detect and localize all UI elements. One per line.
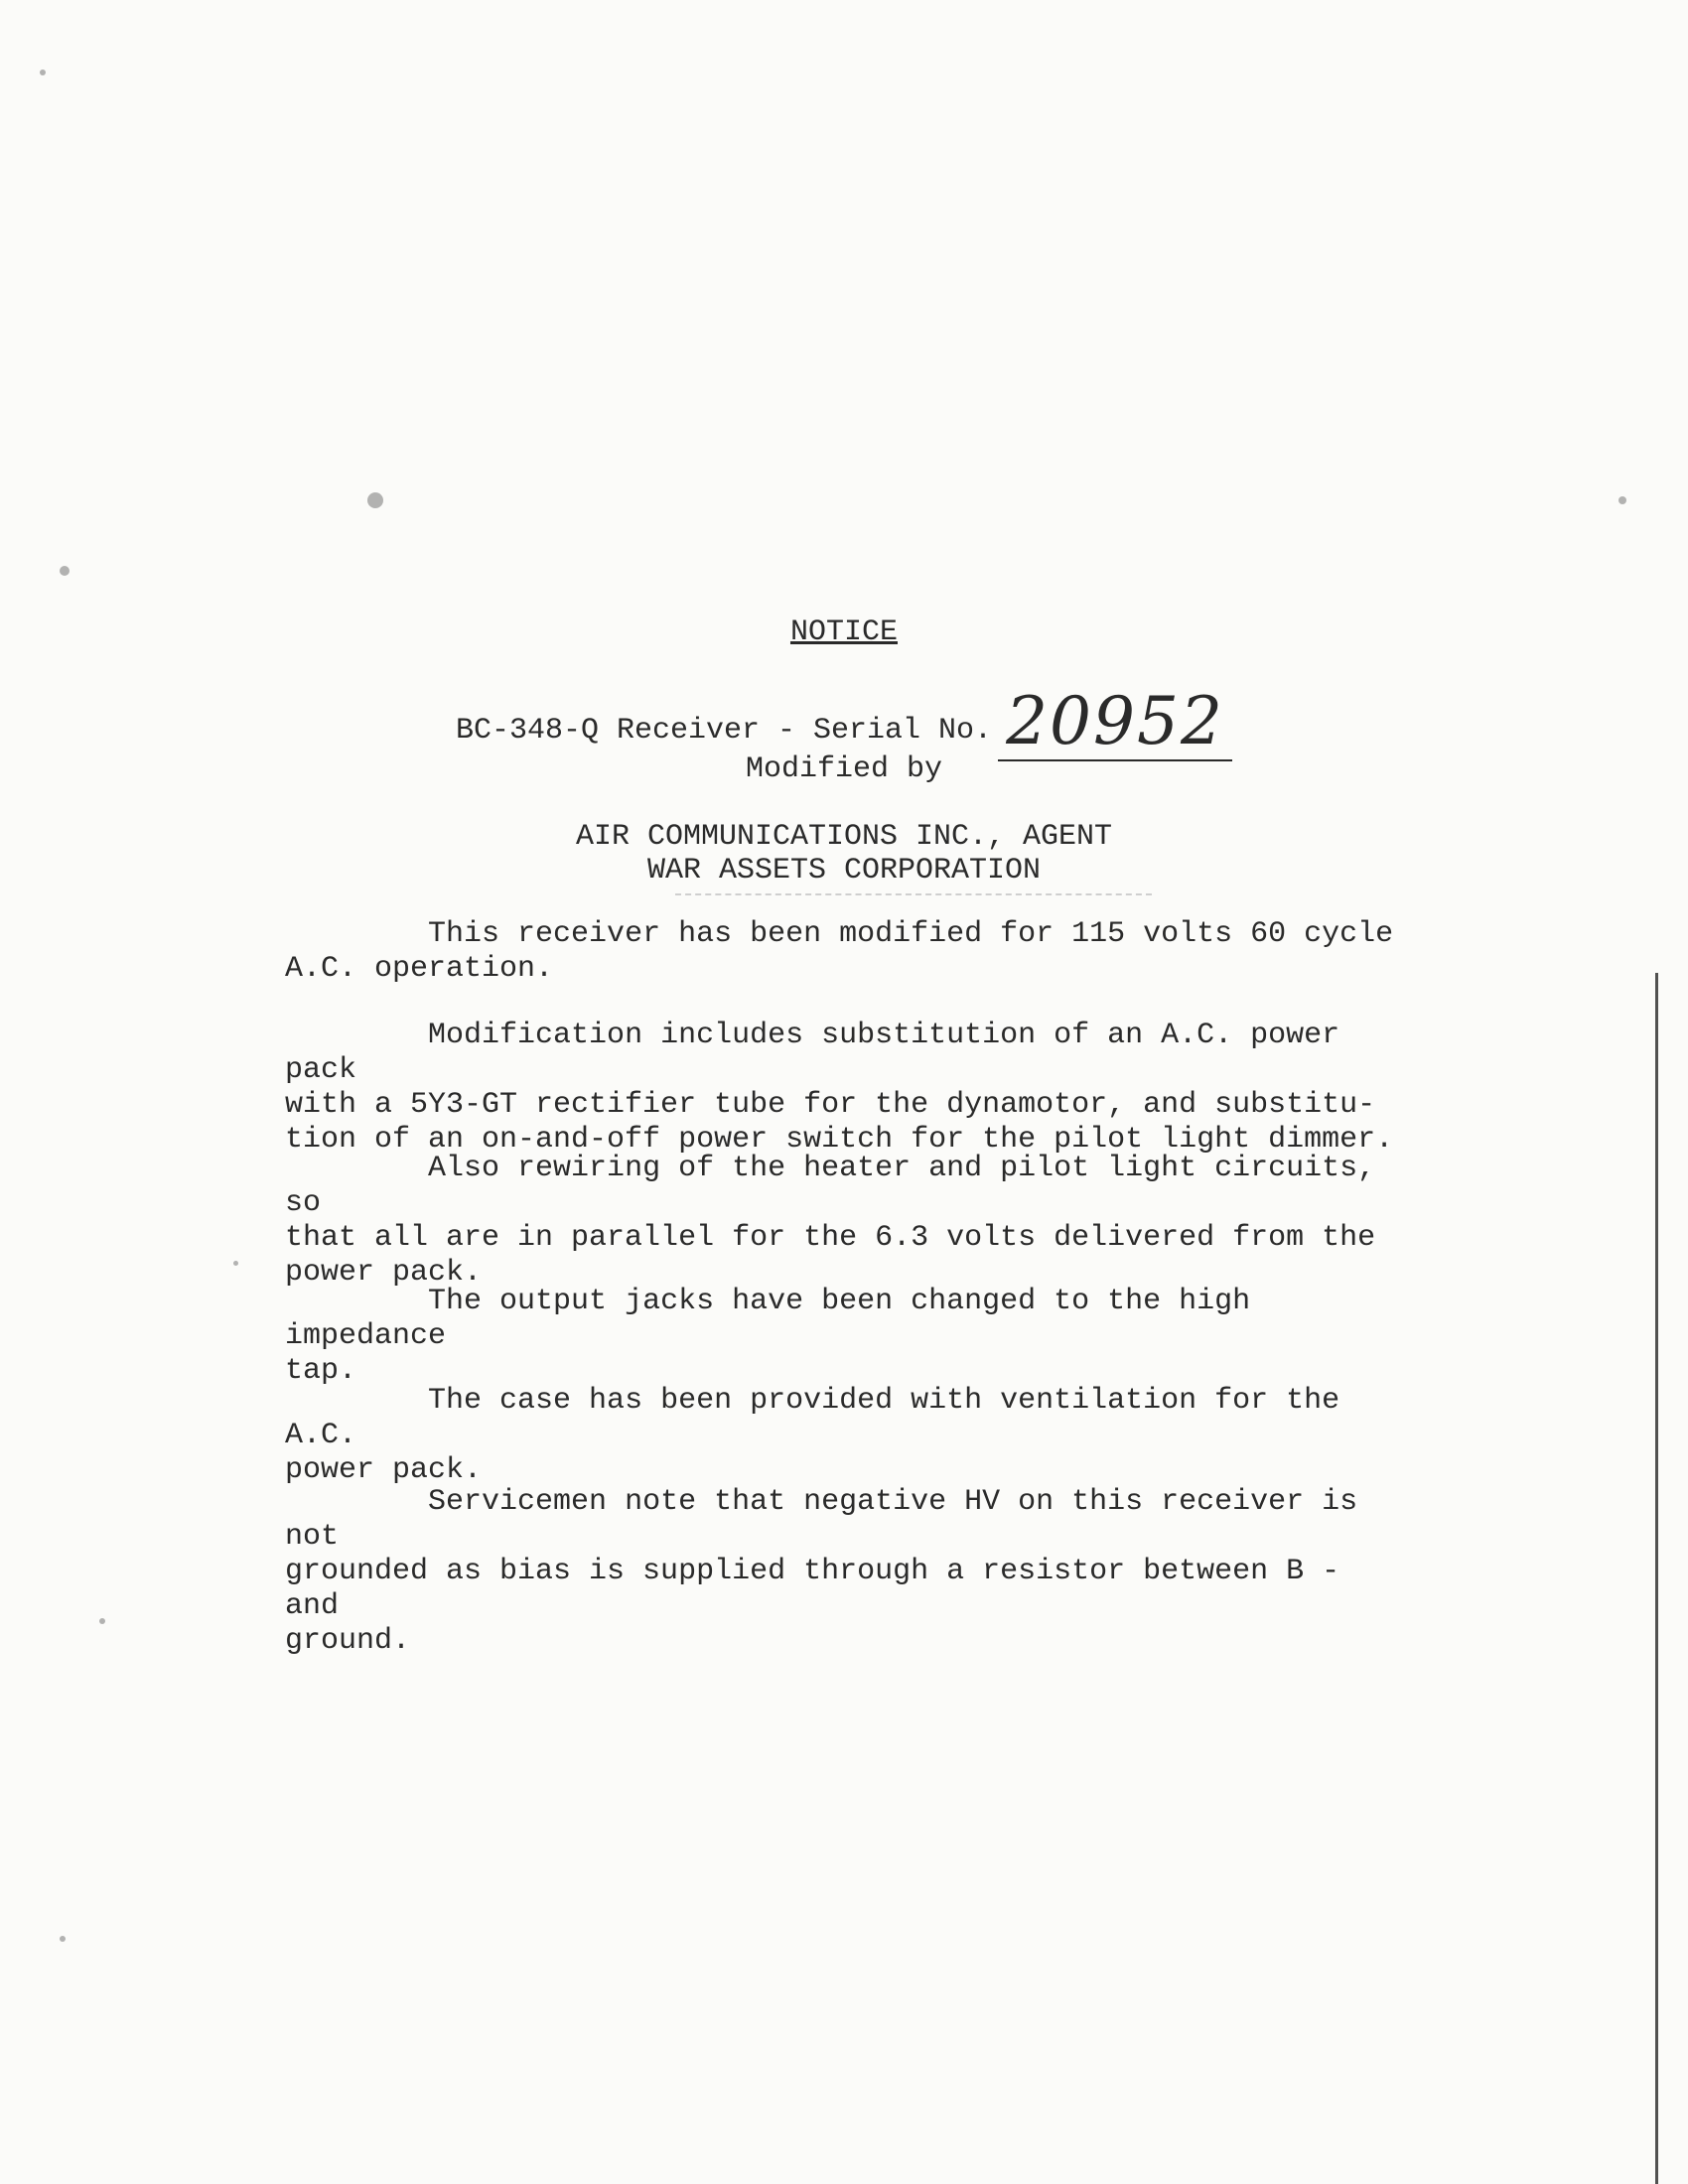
paragraph-output-jacks: The output jacks have been changed to the high impedance tap. [285, 1285, 1251, 1388]
scan-speck [367, 492, 383, 508]
paragraph-power-pack: Modification includes substitution of an A.C. power pack with a 5Y3-GT rectifier tube for the dynamotor, and substitu- tion of an on-and-off power switch for the pilot light dimmer. [285, 1019, 1394, 1157]
scan-speck [1618, 496, 1626, 504]
scan-speck [60, 566, 70, 576]
scan-speck [60, 1936, 66, 1942]
paragraph-ventilation: The case has been provided with ventilation for the A.C. power pack. [285, 1384, 1340, 1487]
scan-speck [40, 69, 46, 75]
agency-name: WAR ASSETS CORPORATION [646, 854, 1042, 887]
scan-speck [99, 1618, 105, 1624]
modified-by-label: Modified by [745, 752, 943, 786]
receiver-line [0, 677, 1688, 759]
paragraph-rewiring: Also rewiring of the heater and pilot light circuits, so that all are in parallel for the 6.3 volts delivered from the power pack. [285, 1152, 1376, 1290]
divider-line [675, 893, 1152, 895]
paragraph-ac-operation: This receiver has been modified for 115 volts 60 cycle A.C. operation. [285, 917, 1394, 986]
company-name: AIR COMMUNICATIONS INC., AGENT [575, 820, 1113, 854]
paragraph-servicemen-note: Servicemen note that negative HV on this receiver is not grounded as bias is supplied through a resistor between B - and ground. [285, 1485, 1358, 1658]
page-edge-shadow [1655, 973, 1658, 2184]
scan-speck [233, 1261, 238, 1266]
receiver-line-prefix: BC-348-Q Receiver - Serial No. [455, 714, 993, 748]
notice-title: NOTICE [789, 615, 899, 649]
handwritten-serial-number: 20952 [998, 683, 1232, 761]
